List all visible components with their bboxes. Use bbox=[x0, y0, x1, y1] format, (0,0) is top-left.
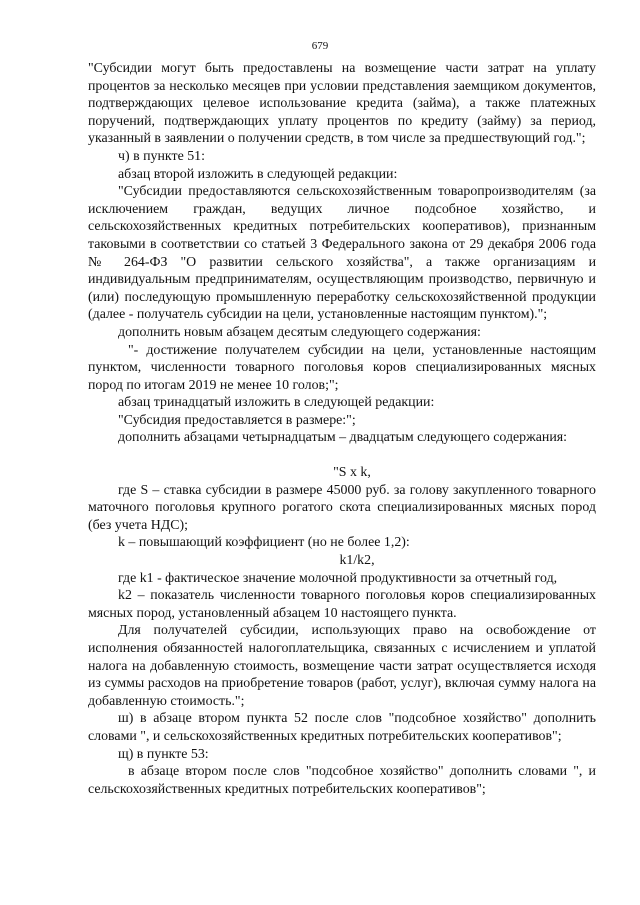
paragraph-where-k1: где k1 - фактическое значение молочной продуктивности за отчетный год, bbox=[118, 570, 558, 586]
paragraph-item-shch: щ) в пункте 53: bbox=[118, 746, 209, 762]
paragraph-abzac-second-53: в абзаце втором после слов "подсобное хозяйство" дополнить словами ", и сельскохозяйственных кредитных потребительских кооперативов"; bbox=[88, 764, 596, 797]
document-body bbox=[88, 60, 596, 798]
paragraph-subsidy-size: "Субсидия предоставляется в размере:"; bbox=[118, 412, 356, 428]
paragraph-add-tenth: дополнить новым абзацем десятым следующего содержания: bbox=[118, 324, 481, 340]
paragraph-k-coef: k – повышающий коэффициент (но не более 1,2): bbox=[118, 535, 410, 551]
paragraph-item-ch: ч) в пункте 51: bbox=[118, 148, 205, 164]
paragraph-abzac-second: абзац второй изложить в следующей редакции: bbox=[118, 166, 398, 182]
paragraph-k2: k2 – показатель численности товарного поголовья коров специализированных мясных пород, установленный абзацем 10 настоящего пункта. bbox=[88, 588, 596, 621]
page-number: 679 bbox=[311, 40, 329, 52]
formula-s-k: "S x k, bbox=[333, 465, 371, 481]
paragraph-where-s: где S – ставка субсидии в размере 45000 руб. за голову закупленного товарного маточного поголовья крупного рогатого скота специализированных мясных пород (без учета НДС); bbox=[88, 482, 596, 533]
spacer bbox=[88, 447, 596, 464]
paragraph-vat-exempt: Для получателей субсидии, использующих право на освобождение от исполнения обязанностей налогоплательщика, связанных с исчислением и уплатой налога на добавленную стоимость, возмещение части затрат осуществляется исходя из суммы расходов на приобретение товаров (работ, услуг), включая сумму налога на добавленную стоимость."; bbox=[88, 623, 596, 709]
formula-k1-k2: k1/k2, bbox=[339, 553, 375, 569]
paragraph-subsidy-recipients: "Субсидии предоставляются сельскохозяйственным товаропроизводителям (за исключением граждан, ведущих личное подсобное хозяйство, и сельскохозяйственных кредитных потребительских кооперативов), признанным таковыми в соответствии со статьей 3 Федерального закона от 29 декабря 2006 года № 264-ФЗ "О развитии сельского хозяйства", а также организациям и индивидуальным предпринимателям, осуществляющим производство, первичную и (или) последующую промышленную переработку сельскохозяйственной продукции (далее - получатель субсидии на цели, установленные настоящим пунктом)."; bbox=[88, 184, 596, 323]
paragraph-subsidy-interest: "Субсидии могут быть предоставлены на возмещение части затрат на уплату процентов за несколько месяцев при условии представления заемщиком документов, подтверждающих целевое использование кредита (займа), а также платежных поручений, подтверждающих уплату процентов по кредиту (займу) за период, указанный в заявлении о получении средств, в том числе за предшествующий год."; bbox=[88, 61, 596, 147]
paragraph-abzac-13: абзац тринадцатый изложить в следующей редакции: bbox=[118, 395, 435, 411]
paragraph-item-sh: ш) в абзаце втором пункта 52 после слов "подсобное хозяйство" дополнить словами ", и сельскохозяйственных кредитных потребительских кооперативов"; bbox=[88, 711, 596, 744]
paragraph-add-14-20: дополнить абзацами четырнадцатым – двадцатым следующего содержания: bbox=[118, 430, 568, 446]
paragraph-achievement: "- достижение получателем субсидии на цели, установленные настоящим пунктом, численности товарного поголовья коров специализированных мясных пород по итогам 2019 не менее 10 голов;"; bbox=[88, 342, 596, 393]
